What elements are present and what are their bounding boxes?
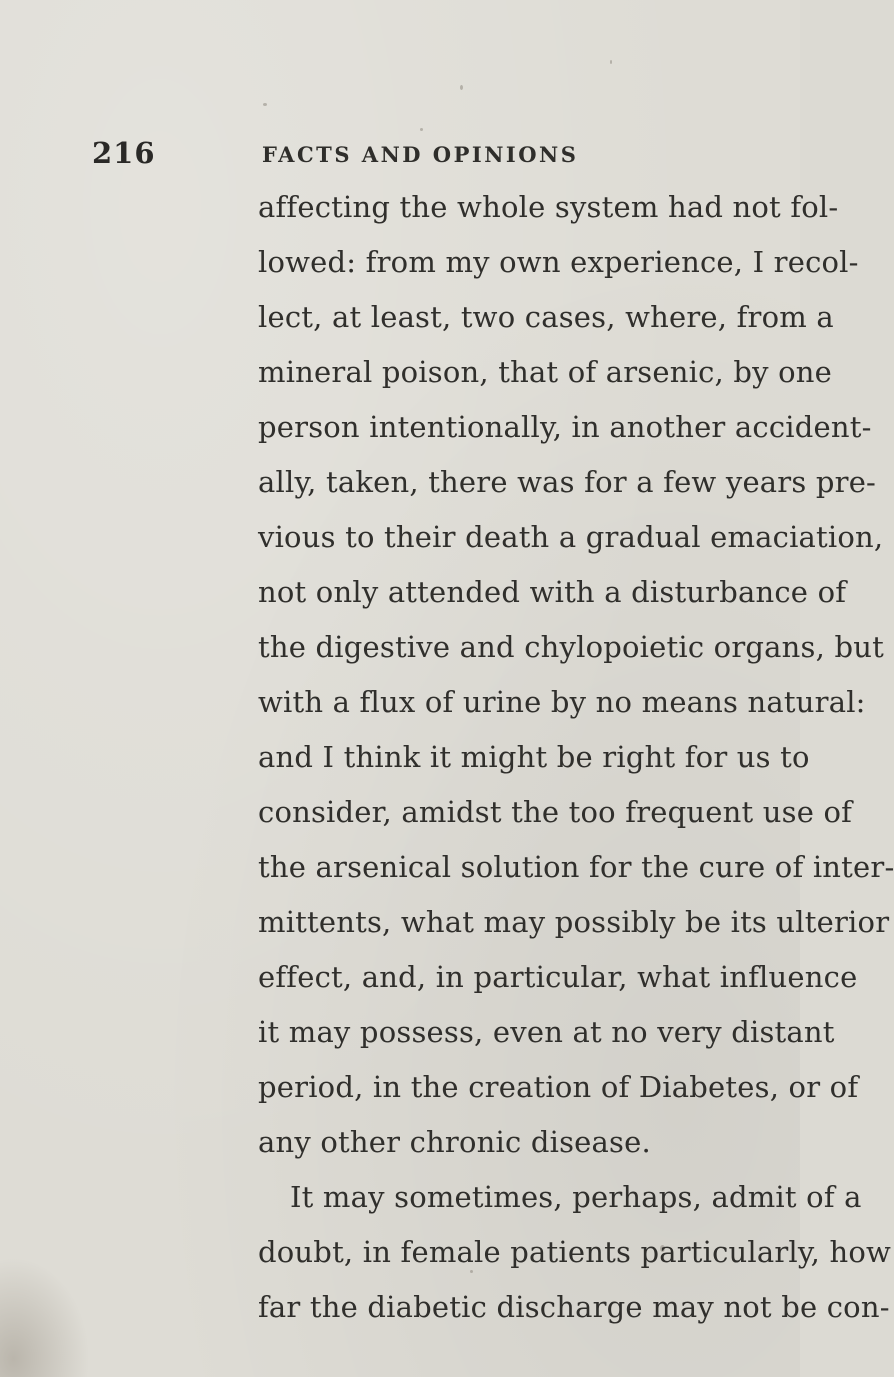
text-line: mittents, what may possibly be its ulterior — [258, 905, 890, 939]
text-line: vious to their death a gradual emaciation, — [258, 520, 884, 554]
text-line: consider, amidst the too frequent use of — [258, 795, 853, 829]
text-line: lowed: from my own experience, I recol- — [258, 245, 859, 279]
text-line: with a flux of urine by no means natural: — [258, 685, 866, 719]
text-line: mineral poison, that of arsenic, by one — [258, 355, 833, 389]
text-line: it may possess, even at no very distant — [258, 1015, 835, 1049]
text-line: any other chronic disease. — [258, 1125, 651, 1159]
text-line: ally, taken, there was for a few years pre- — [258, 465, 877, 499]
page-number: 216 — [92, 136, 156, 170]
text-line: It may sometimes, perhaps, admit of a — [290, 1180, 862, 1214]
text-line: and I think it might be right for us to — [258, 740, 810, 774]
running-head: FACTS AND OPINIONS — [262, 142, 579, 167]
text-line: not only attended with a disturbance of — [258, 575, 847, 609]
text-line: the digestive and chylopoietic organs, but — [258, 630, 884, 664]
text-line: period, in the creation of Diabetes, or of — [258, 1070, 859, 1104]
text-line: effect, and, in particular, what influence — [258, 960, 858, 994]
text-line: person intentionally, in another accident- — [258, 410, 872, 444]
text-line: affecting the whole system had not fol- — [258, 190, 839, 224]
text-line: the arsenical solution for the cure of inter- — [258, 850, 894, 884]
text-line: far the diabetic discharge may not be con- — [258, 1290, 890, 1324]
text-line: lect, at least, two cases, where, from a — [258, 300, 834, 334]
text-line: doubt, in female patients particularly, how — [258, 1235, 892, 1269]
